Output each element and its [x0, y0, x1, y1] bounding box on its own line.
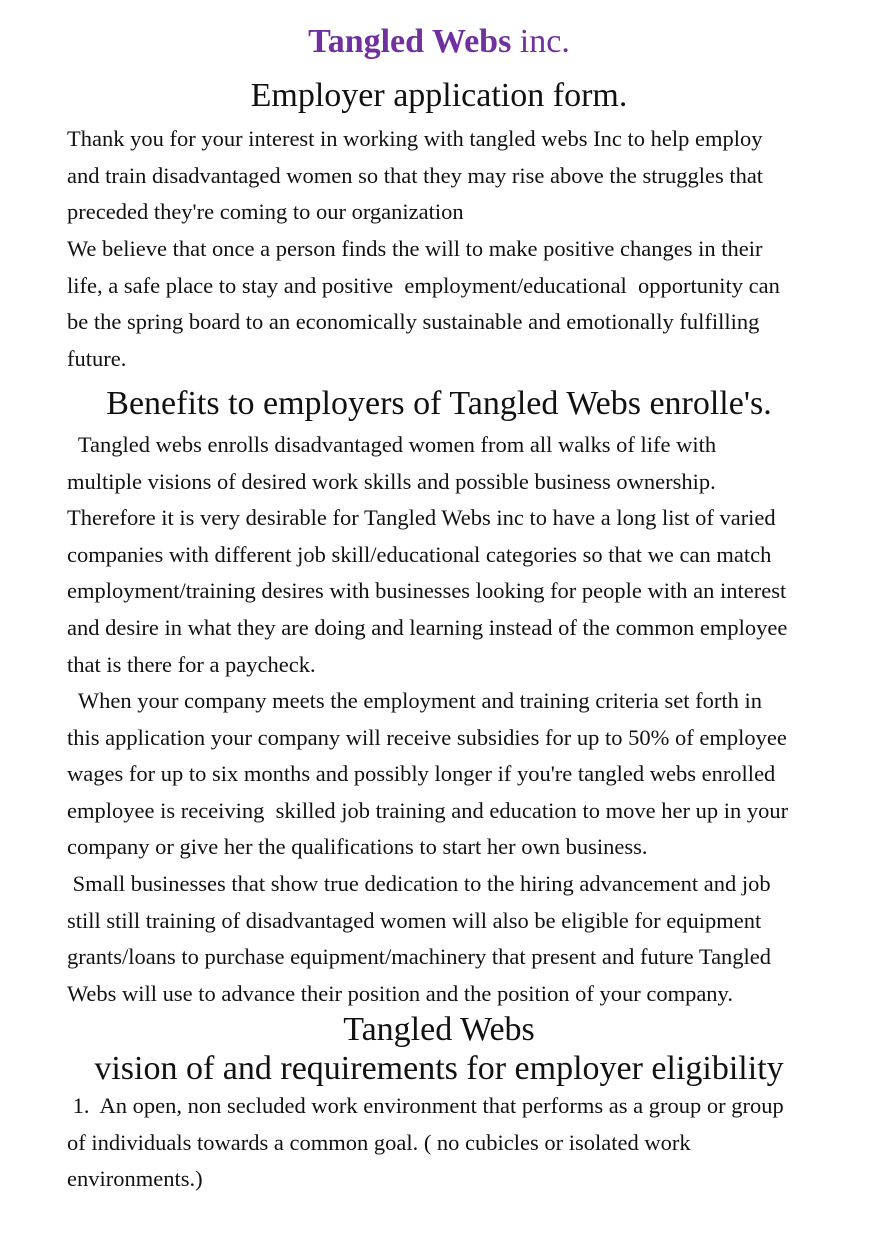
requirement-item-1 [67, 1088, 867, 1198]
paragraph-line: this application your company will receive subsidies for up to 50% of employee [67, 724, 787, 750]
paragraph-line: be the spring board to an economically sustainable and emotionally fulfilling [67, 309, 760, 335]
paragraph-line: and desire in what they are doing and learning instead of the common employee [67, 614, 788, 640]
paragraph-line: companies with different job skill/educational categories so that we can match [67, 541, 772, 567]
belief-paragraph [67, 231, 867, 377]
paragraph-line: company or give her the qualifications to start her own business. [67, 834, 648, 860]
paragraph-line: When your company meets the employment and training criteria set forth in [67, 688, 763, 713]
paragraph-line: multiple visions of desired work skills and possible business ownership. [67, 468, 716, 494]
paragraph-line: that is there for a paycheck. [67, 651, 316, 677]
paragraph-line: 1. An open, non secluded work environment that performs as a group or group [67, 1093, 784, 1118]
paragraph-line: We believe that once a person finds the will to make positive changes in their [67, 236, 763, 261]
form-title: Employer application form. [250, 77, 628, 114]
paragraph-line: environments.) [67, 1166, 203, 1192]
brand-suffix: inc. [519, 23, 570, 60]
company-subsidy-paragraph [67, 683, 867, 866]
brand-title [0, 22, 878, 62]
paragraph-line: Small businesses that show true dedication to the hiring advancement and job [67, 871, 771, 896]
enrolls-paragraph [67, 427, 867, 683]
brand-name: Tangled Webs [308, 23, 512, 60]
paragraph-line: of individuals towards a common goal. ( no cubicles or isolated work [67, 1129, 691, 1155]
benefits-heading: Benefits to employers of Tangled Webs enrolle's. [106, 385, 772, 422]
small-business-paragraph [67, 866, 867, 1012]
paragraph-line: and train disadvantaged women so that they may rise above the struggles that [67, 162, 764, 188]
paragraph-line: still still training of disadvantaged women will also be eligible for equipment [67, 907, 762, 933]
tangled-webs-heading: Tangled Webs [343, 1011, 535, 1048]
paragraph-line: future. [67, 345, 127, 371]
paragraph-line: wages for up to six months and possibly longer if you're tangled webs enrolled [67, 761, 776, 787]
paragraph-line: Webs will use to advance their position and the position of your company. [67, 980, 733, 1006]
paragraph-line: employment/training desires with businesses looking for people with an interest [67, 578, 787, 604]
paragraph-line: Thank you for your interest in working with tangled webs Inc to help employ [67, 126, 763, 151]
vision-heading: vision of and requirements for employer eligibility [94, 1050, 784, 1087]
paragraph-line: Therefore it is very desirable for Tangled Webs inc to have a long list of varied [67, 505, 776, 531]
paragraph-line: Tangled webs enrolls disadvantaged women from all walks of life with [67, 432, 717, 457]
paragraph-line: grants/loans to purchase equipment/machinery that present and future Tangled [67, 944, 772, 970]
paragraph-line: preceded they're coming to our organization [67, 199, 464, 225]
paragraph-line: life, a safe place to stay and positive employment/educational opportunity can [67, 272, 780, 298]
paragraph-line: employee is receiving skilled job training and education to move her up in your [67, 797, 789, 823]
intro-paragraph [67, 121, 867, 231]
